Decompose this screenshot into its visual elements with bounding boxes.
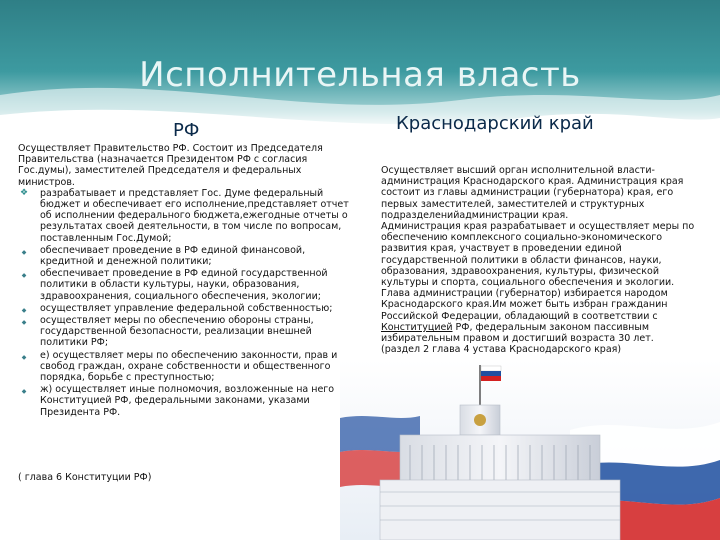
heading-rf: РФ — [173, 120, 200, 141]
rf-powers-list — [18, 188, 353, 418]
right-column — [381, 165, 701, 355]
list-item: ◆ осуществляет меры по обеспечению обороны страны, государственной безопасности, реализации внешней политики РФ; — [18, 315, 353, 349]
government-building-image — [340, 360, 720, 540]
bullet-icon: ◆ — [21, 388, 27, 396]
constitution-link[interactable]: Конституцией — [381, 321, 453, 333]
list-item: ❖ разрабатывает и представляет Гос. Думе федеральный бюджет и обеспечивает его исполнение,представляет отчет об исполнении федерального бюджета,ежегодные отчеты о результатах своей деятельности, в том числе по вопросам, поставленным Гос.Думой; — [19, 187, 349, 244]
diamond-bullet-icon: ❖ — [19, 187, 29, 198]
krai-paragraph-1: Осуществляет высший орган исполнительной власти-администрация Краснодарского края. Администрация края состоит из главы администрации (губернатора) края, его первых заместителей, заместителей и структурных подразделенийадминистрации края. — [381, 165, 684, 221]
rf-intro-text: Осуществляет Правительство РФ. Состоит из Председателя Правительства (назначается Президентом РФ с согласия Гос.думы), заместителей Председателя и федеральных министров. — [18, 143, 323, 188]
krai-paragraph-2: Администрация края разрабатывает и осуществляет меры по обеспечению комплексного социально-экономического развития края, участвует в проведении единой государственной политики в области финансов, науки, образования, здравоохранения, культуры, физической культуры и спорта, социального обеспечения и экологии. — [381, 221, 695, 289]
bullet-icon: ◆ — [21, 319, 27, 327]
krai-source-note: (раздел 2 глава 4 устава Краснодарского края) — [381, 344, 622, 356]
left-column — [18, 143, 353, 419]
list-item: ◆ обеспечивает проведение в РФ единой финансовой, кредитной и денежной политики; — [18, 245, 353, 267]
bullet-icon: ◆ — [21, 248, 27, 256]
slide-title: Исполнительная власть — [139, 55, 581, 95]
heading-krasnodar: Краснодарский край — [396, 113, 594, 134]
list-item: ◆ осуществляет управление федеральной собственностью; — [18, 303, 353, 314]
bullet-icon: ◆ — [21, 272, 27, 280]
krai-paragraph-3: Глава администрации (губернатор) избирается народом Краснодарского края.Им может быть избран гражданин Российской Федерации, обладающий в соответствии с Конституцией РФ, федеральным законом пассивным избирательным правом и достигший возраста 30 лет. — [381, 288, 668, 345]
bullet-icon: ◆ — [21, 353, 27, 361]
list-item: ◆ е) осуществляет меры по обеспечению законности, прав и свобод граждан, охране собственности и общественного порядка, борьбе с преступностью; — [18, 350, 353, 384]
list-item: ◆ обеспечивает проведение в РФ единой государственной политики в области культуры, науки, образования, здравоохранения, социального обеспечения, экологии; — [18, 268, 353, 302]
bullet-icon: ◆ — [21, 306, 27, 314]
rf-source-note: ( глава 6 Конституции РФ) — [18, 472, 152, 483]
list-item: ◆ ж) осуществляет иные полномочия, возложенные на него Конституцией РФ, федеральными законами, указами Президента РФ. — [18, 384, 353, 418]
